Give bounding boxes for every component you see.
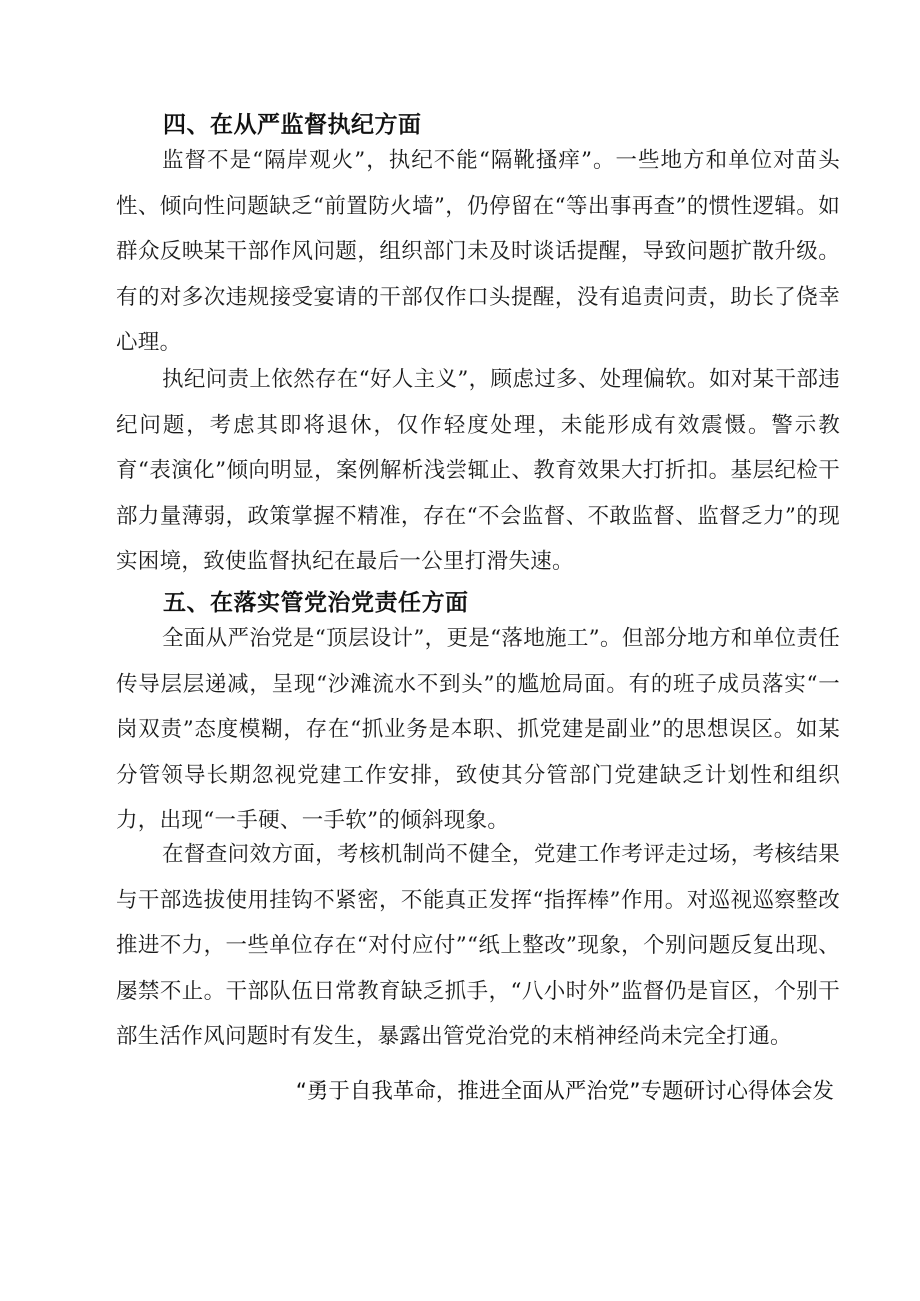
section-heading-responsibility: 五、在落实管党治党责任方面 (163, 590, 469, 616)
paragraph-responsibility-1: 全面从严治党是“顶层设计”，更是“落地施工”。但部分地方和单位责任传导层层递减，呈现“沙滩流水不到头”的尴尬局面。有的班子成员落实“一岗双责”态度模糊，存在“抓业务是本职、抓党建是副业”的思想误区。如某分管领导长期忽视党建工作安排，致使其分管部门党建缺乏计划性和组织力，出现“一手硬、一手软”的倾斜现象。 (116, 626, 840, 834)
paragraph-supervision-2: 执纪问责上依然存在“好人主义”，顾虑过多、处理偏软。如对某干部违纪问题，考虑其即将退休，仅作轻度处理，未能形成有效震慑。警示教育“表演化”倾向明显，案例解析浅尝辄止、教育效果大打折扣。基层纪检干部力量薄弱，政策掌握不精准，存在“不会监督、不敢监督、监督乏力”的现实困境，致使监督执纪在最后一公里打滑失速。 (116, 367, 840, 575)
section-heading-supervision: 四、在从严监督执纪方面 (163, 112, 422, 138)
paragraph-supervision-1: 监督不是“隔岸观火”，执纪不能“隔靴搔痒”。一些地方和单位对苗头性、倾向性问题缺乏“前置防火墙”，仍停留在“等出事再查”的惯性逻辑。如群众反映某干部作风问题，组织部门未及时谈话提醒，导致问题扩散升级。有的对多次违规接受宴请的干部仅作口头提醒，没有追责问责，助长了侥幸心理。 (116, 148, 840, 356)
document-title-footer: “勇于自我革命，推进全面从严治党”专题研讨心得体会发 (295, 1079, 834, 1104)
paragraph-responsibility-2: 在督查问效方面，考核机制尚不健全，党建工作考评走过场，考核结果与干部选拔使用挂钩不紧密，不能真正发挥“指挥棒”作用。对巡视巡察整改推进不力，一些单位存在“对付应付”“纸上整改”现象，个别问题反复出现、屡禁不止。干部队伍日常教育缺乏抓手，“八小时外”监督仍是盲区，个别干部生活作风问题时有发生，暴露出管党治党的末梢神经尚未完全打通。 (116, 842, 840, 1050)
